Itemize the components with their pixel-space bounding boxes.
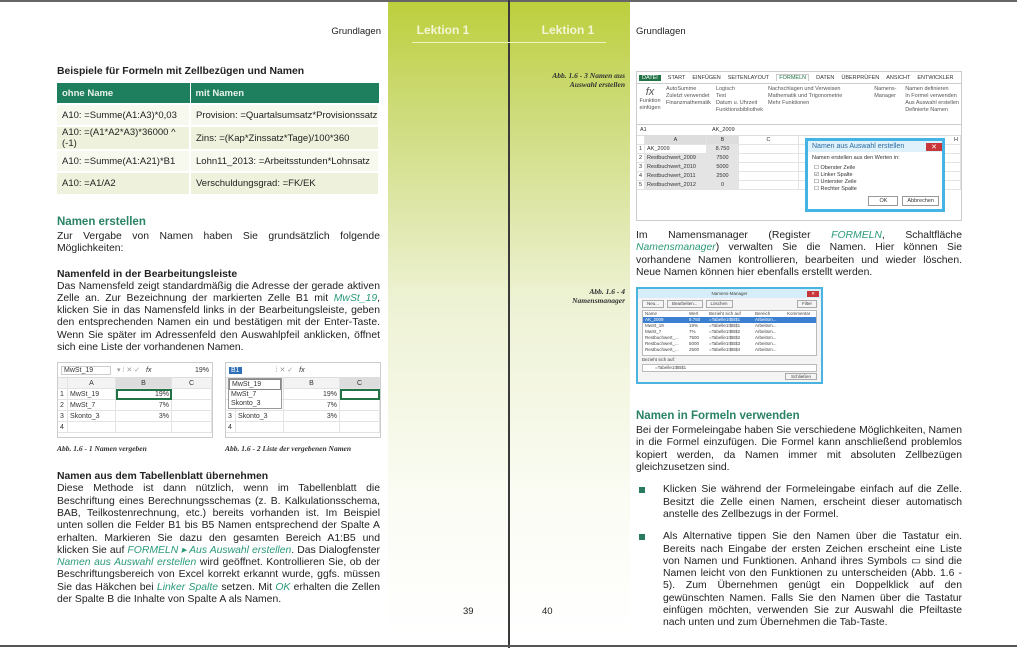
paragraph: Diese Methode ist dann nützlich, wenn im Tabellenblatt die Beschriftung eines Berechnungsschemas (z. B. Kalkulationsschema, BAB, Teilkostenrechnung, etc.) bereits vorhanden ist. Im Beispiel unten sollen die Felder B1 bis B5 Namen entsprechend der Spalte A erhalten. Markieren Sie dazu den gesamten Bereich A1:B5 und klicken Sie auf FORMELN ▸ Aus Auswahl erstellen. Das Dialogfenster Namen aus Auswahl erstellen wird geöffnet. Kontrollieren Sie, ob der Beschriftungsbereich von Excel korrekt erkannt wurde, ggfs. müssen Sie das Häkchen bei Linker Spalte setzen. Mit OK erhalten die Zellen der Spalte B die Inhalte von Spalte A als Namen. <box>57 483 381 606</box>
ribbon-button[interactable]: In Formel verwenden <box>905 93 957 99</box>
section-heading: Namen erstellen <box>57 216 146 228</box>
group-label: Funktionsbibliothek <box>715 107 764 113</box>
cell: 5000 <box>707 163 739 172</box>
ribbon-button[interactable]: Mehr Funktionen <box>768 100 810 106</box>
cell: 3 <box>637 163 645 172</box>
cell: =Tabelle1!$B$2 <box>709 329 741 335</box>
table-title: Beispiele für Formeln mit Zellbezügen und Namen <box>57 66 305 77</box>
page-number-left: 39 <box>463 606 474 617</box>
figure-caption: Abb. 1.6 - 3 Namen aus Auswahl erstellen <box>552 71 625 89</box>
formula-bar: 19% <box>194 366 209 374</box>
ribbon-tab[interactable]: SEITENLAYOUT <box>727 74 770 81</box>
checkbox-option[interactable] <box>814 186 942 192</box>
table-row <box>57 150 379 172</box>
cell: Provision: =Quartalsumsatz*Provisionssatz <box>190 104 379 126</box>
ribbon-tab[interactable]: DATEN <box>816 74 835 81</box>
cell: Restbuchwert_2009 <box>645 154 707 163</box>
col-header: ohne Name <box>57 83 190 104</box>
page-number-right: 40 <box>542 606 553 617</box>
cell: 7500 <box>707 154 739 163</box>
bullet-icon <box>639 487 645 493</box>
cell: Arbeitsm... <box>755 323 777 329</box>
cell: 0 <box>707 181 739 190</box>
bullet-text: Als Alternative tippen Sie den Namen über die Tastatur ein. Bereits nach Eingabe der ersten Zeichen erscheint eine Liste von Namen und Funktionen. Anhand ihres Symbols ▭ sind die Namen leicht von den Funktionen zu unterscheiden (Abb. 1.6 - 5). Zum Übernehmen genügt ein Doppelklick auf den gewünschten Namen. Falls Sie den Namen über die Tastatur einfügen möchten, verwenden Sie zur Auswahl die Pfeiltaste nach unten und zum Übernehmen die Tab-Taste. <box>663 531 962 629</box>
checkbox-label: Unterster Zeile <box>820 179 857 185</box>
cell: A10: =Summe(A1:A3)*0,03 <box>57 104 190 126</box>
cell: AK_2009 <box>645 317 664 323</box>
bullet-item <box>636 484 962 521</box>
cell: MwSt_7 <box>645 329 662 335</box>
cell: Restbuchwert_... <box>645 341 679 347</box>
name-manager-button[interactable]: Namens-Manager <box>874 86 897 99</box>
cell: 1 <box>637 145 645 154</box>
checkbox-icon[interactable]: ☐ <box>814 186 821 192</box>
ribbon-tab[interactable]: EINFÜGEN <box>692 74 721 81</box>
checkbox-icon[interactable]: ☑ <box>814 172 821 178</box>
checkbox-label: Linker Spalte <box>820 172 853 178</box>
bullet-item <box>636 531 962 629</box>
refers-input[interactable]: =Tabelle1!$B$1 <box>642 364 817 372</box>
dropdown-item[interactable]: Skonto_3 <box>231 400 261 408</box>
edit-button[interactable]: Bearbeiten... <box>667 300 703 308</box>
name-manager-screenshot <box>636 287 823 384</box>
dialog-title: Namen aus Auswahl erstellen <box>812 143 905 150</box>
close-icon[interactable]: ✕ <box>807 291 819 297</box>
cell: Arbeitsm... <box>755 317 777 323</box>
fx-icon: fx <box>146 366 152 374</box>
cell: Lohn11_2013: =Arbeitsstunden*Lohnsatz <box>190 150 379 172</box>
insert-function-button[interactable]: Funktion einfügen <box>639 98 661 111</box>
name-box[interactable]: B1 <box>231 366 240 374</box>
cell: Arbeitsm... <box>755 347 777 353</box>
lesson-underline <box>412 42 606 43</box>
ribbon-tab[interactable]: ÜBERPRÜFEN <box>841 74 880 81</box>
dialog-title: Namens-Manager ✕ <box>638 289 821 298</box>
cancel-button[interactable]: Abbrechen <box>902 196 939 206</box>
ribbon-button[interactable]: Zuletzt verwendet <box>666 93 710 99</box>
create-names-dialog <box>805 138 945 212</box>
section-heading: Namen in Formeln verwenden <box>636 410 800 423</box>
figure-caption: Abb. 1.6 - 4 Namensmanager <box>572 287 625 306</box>
cell: Bezieht sich auf <box>709 311 741 317</box>
name-box[interactable]: A1 <box>640 127 647 133</box>
checkbox-icon[interactable]: ☐ <box>814 165 821 171</box>
cell: =Tabelle1!$B$1 <box>709 323 741 329</box>
formula-bar[interactable]: AK_2009 <box>712 127 735 133</box>
cell: Verschuldungsgrad: =FK/EK <box>190 172 379 194</box>
bullet-icon <box>639 534 645 540</box>
new-button[interactable]: Neu... <box>642 300 664 308</box>
refers-label: Bezieht sich auf: <box>642 357 676 363</box>
ribbon-button[interactable]: Namen definieren <box>905 86 949 92</box>
dropdown-item[interactable]: MwSt_7 <box>231 391 257 399</box>
bottom-edge <box>0 645 1017 647</box>
cell: Restbuchwert_2011 <box>645 172 707 181</box>
ribbon <box>637 83 961 125</box>
cell: Restbuchwert_2010 <box>645 163 707 172</box>
cell: Restbuchwert_2012 <box>645 181 707 190</box>
running-head-left: Grundlagen <box>331 26 381 37</box>
cell: A10: =(A1*A2*A3)*36000 ^ (-1) <box>57 126 190 150</box>
checkbox-label: Rechter Spalte <box>820 186 857 192</box>
cell: A10: =A1/A2 <box>57 172 190 194</box>
checkbox-label: Oberster Zeile <box>820 165 856 171</box>
cell: Bereich <box>755 311 771 317</box>
ribbon-button[interactable]: Mathematik und Trigonometrie <box>768 93 843 99</box>
cell: 8.750 <box>689 317 701 323</box>
dialog-prompt: Namen erstellen aus den Werten in: <box>812 155 900 161</box>
paragraph: Im Namensmanager (Register FORMELN, Schaltfläche Namensmanager) verwalten Sie die Namen. Hier können Sie vorhandene Namen kontrollieren, bearbeiten und wieder löschen. Neue Namen können hier ebenfalls erstellt werden. <box>636 230 962 278</box>
section-intro: Zur Vergabe von Namen haben Sie grundsätzlich folgende Möglichkeiten: <box>57 231 380 255</box>
excel-screenshot-name-list: B1 ⁞ ✕ ✓ fx B C 19% 7% 3 Skonto_3 3% 4 MwSt_19 MwSt_7 Skonto_3 <box>225 362 381 438</box>
cell <box>739 181 799 190</box>
bullet-text: Klicken Sie während der Formeleingabe einfach auf die Zelle. Besitzt die Zelle einen Namen, erscheint dieser automatisch anstelle des Zellbezugs in der Formel. <box>663 484 962 520</box>
cell: A10: =Summe(A1:A21)*B1 <box>57 150 190 172</box>
paragraph: Bei der Formeleingabe haben Sie verschiedene Möglichkeiten, Namen in die Formel einzufügen. Die Formel kann anschließend problemlos kopiert werden, da Namen immer mit absoluten Zellbezügen gleichzusetzen sind. <box>636 425 962 474</box>
cell: 5000 <box>689 341 700 347</box>
filter-button[interactable]: Filter <box>797 300 817 308</box>
cell: Arbeitsm... <box>755 329 777 335</box>
formula-table <box>57 83 380 194</box>
cell: 5 <box>637 181 645 190</box>
lesson-label-left: Lektion 1 <box>416 23 470 37</box>
table-row <box>57 104 379 126</box>
cell <box>739 163 799 172</box>
excel-screenshot-create-from-selection: DATEI START EINFÜGEN SEITENLAYOUT FORMELN DATEN ÜBERPRÜFEN ANSICHT ENTWICKLER fx Funktion einfügen AutoSumme Zuletzt verwendet Finanzmathematik Logisch Text Datum u. Uhrzeit Funktionsbibliothek Nachschlagen und Verweisen Mathematik und Trigonometrie Mehr Funktionen Namens-Manager Namen definieren In Formel verwenden Aus Auswahl erstellen Definierte Namen A1 AK_2009 A B C H 1 AK_2009 8.750 2 Restbuchwert_2009 7500 3 Restbuchwert_2010 5000 4 Restbuchwert_2011 2500 5 Restbuchwert_2012 0 Namen aus Auswahl erstellen ✕ Namen erstellen aus den Werten in: ☐ Oberster Zeile ☑ Linker Spalte ☐ Unterster Zeile ☐ Rechter Spalte OK Abbrechen <box>636 71 962 221</box>
paragraph: Das Namensfeld zeigt standardmäßig die Adresse der gerade aktiven Zelle an. Zur Bezeichnung der markierten Zelle B1 mit MwSt_19, klicken Sie in das Namensfeld links in der Bearbeitungsleiste, geben den entsprechenden Namen ein und bestätigen mit der Enter-Taste. Wenn Sie später im Adressenfeld den Auswahlpfeil anklicken, öffnet sich eine Liste der vorhandenen Namen. <box>57 280 380 354</box>
close-button[interactable]: Schließen <box>785 373 817 380</box>
cell: 7500 <box>689 335 700 341</box>
checkbox-option[interactable] <box>814 179 942 185</box>
ribbon-tab[interactable]: FORMELN <box>776 74 809 81</box>
running-head-right: Grundlagen <box>636 26 686 37</box>
ok-button[interactable]: OK <box>868 196 898 206</box>
cell: =Tabelle1!$B$1 <box>709 317 741 323</box>
left-page-content <box>57 66 380 606</box>
cell: =Tabelle1!$B$4 <box>709 347 741 353</box>
ribbon-button[interactable]: AutoSumme <box>666 86 697 92</box>
ribbon-button[interactable]: Text <box>715 93 727 99</box>
ribbon-tab[interactable]: START <box>667 74 686 81</box>
cell: Restbuchwert_... <box>645 347 679 353</box>
cell <box>739 154 799 163</box>
excel-screenshot-name-box: MwSt_19 ▾ ⁞ ✕ ✓ fx 19% A B C 1 MwSt_19 19% 2 MwSt_7 7% 3 Skonto_3 3% 4 <box>57 362 213 438</box>
figure-caption: Abb. 1.6 - 1 Namen vergeben <box>57 444 147 454</box>
name-box: MwSt_19 <box>61 366 111 375</box>
close-icon[interactable]: ✕ <box>926 143 942 151</box>
cell: =Tabelle1!$B$2 <box>709 335 741 341</box>
ribbon-button[interactable]: Datum u. Uhrzeit <box>715 100 758 106</box>
cell: AK_2009 <box>645 145 707 154</box>
dropdown-item[interactable]: MwSt_19 <box>229 379 281 390</box>
group-label: Definierte Namen <box>905 107 948 113</box>
cell: 8.750 <box>707 145 739 154</box>
cell: MwSt_19 <box>645 323 664 329</box>
cell: Wert <box>689 311 699 317</box>
cell: 19% <box>689 323 699 329</box>
cell: 7% <box>689 329 696 335</box>
book-spine <box>508 0 510 648</box>
fx-icon[interactable]: fx <box>645 86 655 98</box>
lesson-label-right: Lektion 1 <box>541 23 595 37</box>
cell: Zins: =(Kap*Zinssatz*Tage)/100*360 <box>190 126 379 150</box>
ribbon-button[interactable]: Logisch <box>715 86 735 92</box>
checkbox-icon[interactable]: ☐ <box>814 179 821 185</box>
col-header: mit Namen <box>190 83 379 104</box>
cell: 2500 <box>689 347 700 353</box>
cell: 2 <box>637 154 645 163</box>
table-row <box>57 172 379 194</box>
cell: =Tabelle1!$B$3 <box>709 341 741 347</box>
subheading: Namenfeld in der Bearbeitungsleiste <box>57 268 238 280</box>
figure-caption: Abb. 1.6 - 2 Liste der vergebenen Namen <box>225 444 352 454</box>
ribbon-button[interactable]: Aus Auswahl erstellen <box>905 100 959 106</box>
ribbon-button[interactable]: Finanzmathematik <box>666 100 711 106</box>
right-page-content <box>552 71 962 630</box>
ribbon-tab[interactable]: DATEI <box>639 75 661 81</box>
cell: 4 <box>637 172 645 181</box>
ribbon-tab[interactable]: ANSICHT <box>886 74 911 81</box>
name-dropdown-list[interactable] <box>228 378 282 409</box>
checkbox-option[interactable] <box>814 172 942 178</box>
fx-icon: fx <box>299 366 305 374</box>
table-row[interactable] <box>643 347 816 353</box>
ribbon-tab[interactable]: ENTWICKLER <box>917 74 954 81</box>
cell: 2500 <box>707 172 739 181</box>
cell: Arbeitsm... <box>755 335 777 341</box>
cell <box>739 145 799 154</box>
table-row <box>57 126 379 150</box>
delete-button[interactable]: Löschen <box>706 300 733 308</box>
cell <box>739 172 799 181</box>
cell: Restbuchwert_... <box>645 335 679 341</box>
cell: Kommentar <box>787 311 811 317</box>
cell: Name <box>645 311 658 317</box>
checkbox-option[interactable] <box>814 165 942 171</box>
ribbon-button[interactable]: Nachschlagen und Verweisen <box>768 86 841 92</box>
figure-row <box>57 362 380 453</box>
cell: Arbeitsm... <box>755 341 777 347</box>
subheading: Namen aus dem Tabellenblatt übernehmen <box>57 471 269 483</box>
